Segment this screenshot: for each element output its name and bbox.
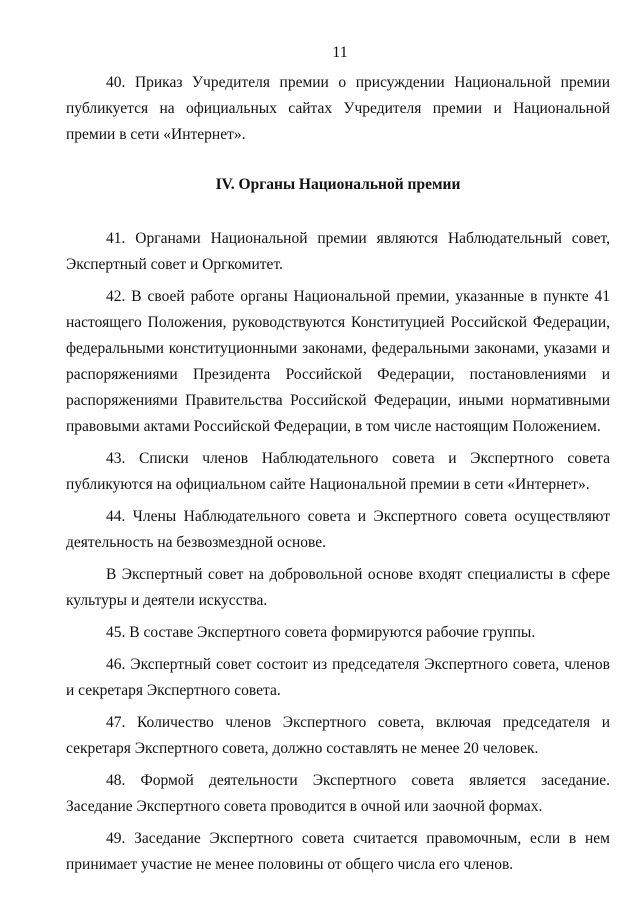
paragraph-block-top [66, 70, 610, 148]
paragraph-42: 42. В своей работе органы Национальной премии, указанные в пункте 41 настоящего Положения, руководствуются Конституцией Российской Федерации, федеральными конституционными законами, федеральными законами, указами и распоряжениями Президента Российской Федерации, постановлениями и распоряжениями Правительства Российской Федерации, иными нормативными правовыми актами Российской Федерации, в том числе настоящим Положением. [66, 288, 610, 435]
paragraph-44-continued: В Экспертный совет на добровольной основе входят специалисты в сфере культуры и деятели искусства. [66, 566, 610, 609]
page-number: 11 [332, 44, 348, 61]
paragraph-44: 44. Члены Наблюдательного совета и Экспертного совета осуществляют деятельность на безвозмездной основе. [66, 508, 610, 551]
paragraph-40: 40. Приказ Учредителя премии о присуждении Национальной премии публикуется на официальных сайтах Учредителя премии и Национальной премии в сети «Интернет». [66, 74, 610, 143]
paragraph-41: 41. Органами Национальной премии являются Наблюдательный совет, Экспертный совет и Оргкомитет. [66, 230, 610, 273]
paragraph-46: 46. Экспертный совет состоит из председателя Экспертного совета, членов и секретаря Экспертного совета. [66, 656, 610, 699]
paragraph-block-main [66, 226, 610, 878]
section-heading-block [66, 172, 610, 198]
paragraph-43: 43. Списки членов Наблюдательного совета и Экспертного совета публикуются на официальном сайте Национальной премии в сети «Интернет». [66, 450, 610, 493]
paragraph-49: 49. Заседание Экспертного совета считается правомочным, если в нем принимает участие не менее половины от общего числа его членов. [66, 830, 610, 873]
paragraph-45: 45. В составе Экспертного совета формируются рабочие группы. [106, 624, 536, 641]
section-heading: IV. Органы Национальной премии [215, 176, 461, 193]
paragraph-48: 48. Формой деятельности Экспертного совета является заседание. Заседание Экспертного совета проводится в очной или заочной формах. [66, 772, 610, 815]
paragraph-47: 47. Количество членов Экспертного совета, включая председателя и секретаря Экспертного совета, должно составлять не менее 20 человек. [66, 714, 610, 757]
